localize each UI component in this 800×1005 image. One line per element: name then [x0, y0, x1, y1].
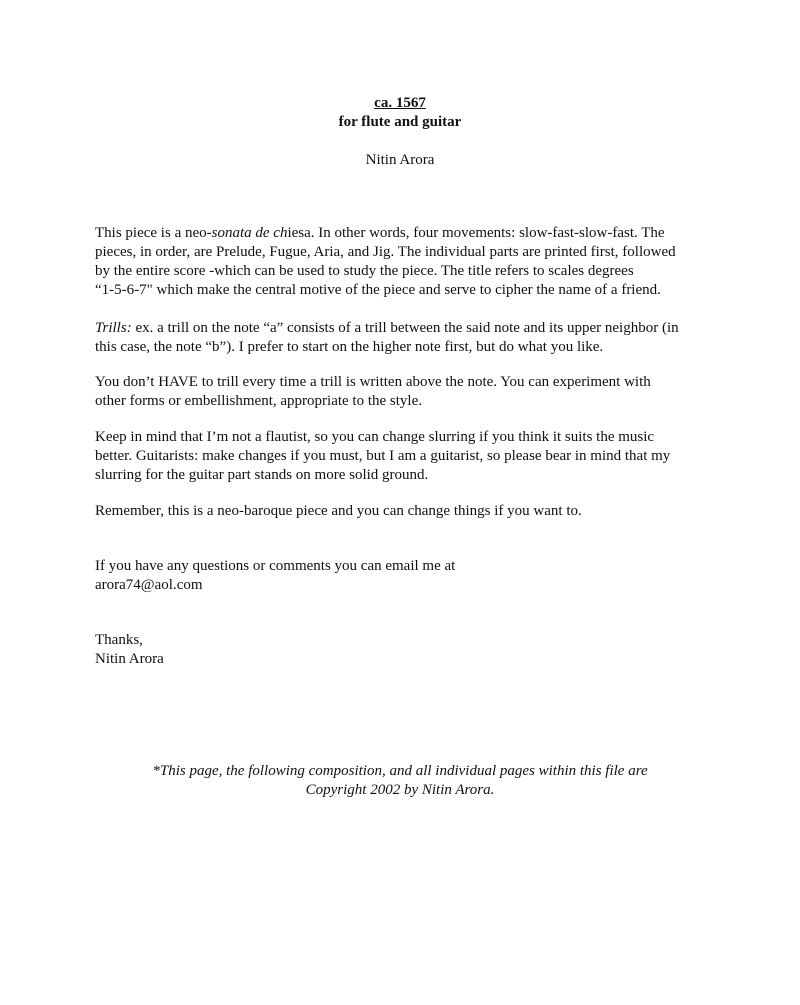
- signoff-paragraph: [95, 631, 720, 669]
- trills-line-2: this case, the note “b”). I prefer to start on the higher note first, but do what you like.: [95, 339, 604, 355]
- slurring-paragraph: [95, 428, 720, 485]
- signoff-name: Nitin Arora: [95, 651, 164, 667]
- intro-line-4: “1-5-6-7" which make the central motive of the piece and serve to cipher the name of a friend.: [95, 282, 661, 298]
- trill-advice-paragraph: [95, 373, 720, 411]
- contact-line-1: If you have any questions or comments you can email me at: [95, 558, 456, 574]
- trills-line-1: [95, 319, 720, 338]
- trill-advice-line-2: other forms or embellishment, appropriate to the style.: [95, 393, 422, 409]
- contact-paragraph: [95, 557, 720, 595]
- author-name: Nitin Arora: [365, 152, 435, 168]
- piece-subtitle: for flute and guitar: [338, 114, 462, 130]
- trills-text: ex. a trill on the note “a” consists of a trill between the said note and its upper neighbor (in: [131, 320, 679, 336]
- intro-text-italic: sonata de ch: [211, 225, 288, 241]
- slurring-line-1: Keep in mind that I’m not a flautist, so you can change slurring if you think it suits the music: [95, 429, 655, 445]
- copyright-notice: [0, 762, 800, 800]
- intro-line-2: pieces, in order, are Prelude, Fugue, Aria, and Jig. The individual parts are printed first, followed: [95, 244, 676, 260]
- slurring-line-3: slurring for the guitar part stands on more solid ground.: [95, 467, 429, 483]
- copyright-line-2: Copyright 2002 by Nitin Arora.: [305, 782, 495, 798]
- trills-paragraph: [95, 319, 720, 357]
- contact-email: arora74@aol.com: [95, 577, 203, 593]
- signoff-thanks: Thanks,: [95, 632, 143, 648]
- trills-label: Trills:: [95, 320, 132, 336]
- intro-paragraph: [95, 224, 720, 300]
- intro-text-post: iesa. In other words, four movements: slow-fast-slow-fast. The: [287, 225, 665, 241]
- remember-line-1: Remember, this is a neo-baroque piece and you can change things if you want to.: [95, 503, 582, 519]
- intro-text-pre: This piece is a neo-: [95, 225, 212, 241]
- intro-line-3: by the entire score -which can be used to study the piece. The title refers to scales degrees: [95, 263, 634, 279]
- remember-paragraph: [95, 502, 720, 521]
- piece-title: ca. 1567: [374, 95, 426, 111]
- slurring-line-2: better. Guitarists: make changes if you must, but I am a guitarist, so please bear in mind that my: [95, 448, 671, 464]
- trill-advice-line-1: You don’t HAVE to trill every time a trill is written above the note. You can experiment with: [95, 374, 651, 390]
- copyright-line-1: *This page, the following composition, and all individual pages within this file are: [152, 763, 648, 779]
- intro-line-1: [95, 224, 720, 243]
